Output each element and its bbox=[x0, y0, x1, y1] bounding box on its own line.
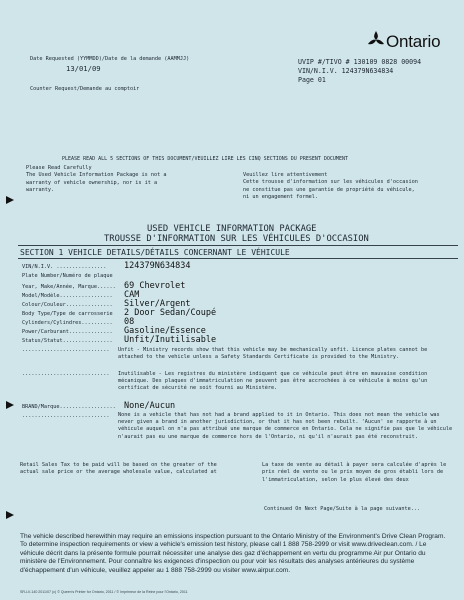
field-label-status: Status/Statut................ bbox=[22, 338, 113, 344]
notice-en-line: warranty of vehicle ownership, nor is it a bbox=[26, 179, 158, 186]
section-divider bbox=[18, 258, 458, 259]
read-all-sections-banner: PLEASE READ ALL 5 SECTIONS OF THIS DOCUMENT/VEUILLEZ LIRE LES CINQ SECTIONS DU PRESENT DOCUMENT bbox=[62, 156, 348, 162]
dotted-leader: ............................ bbox=[22, 413, 110, 419]
unfit-description: Unfit - Ministry records show that this vehicle may be mechanically unfit. Licence plates cannot be attached to the vehicle unless a Safety Standards Certificate is provided to the Ministry. bbox=[118, 347, 428, 361]
dotted-leader: ............................ bbox=[22, 347, 110, 353]
retail-sales-tax-en: Retail Sales Tax to be paid will be based on the greater of the actual sale price or the average wholesale value, calculated at bbox=[20, 462, 217, 476]
field-value-colour: Silver/Argent bbox=[124, 299, 191, 309]
field-label-cylinders: Cylinders/Cylindres.......... bbox=[22, 320, 113, 326]
field-value-power: Gasoline/Essence bbox=[124, 326, 206, 336]
retail-sales-tax-fr: La taxe de vente au détail à payer sera calculée d'après le prix réel de vente ou le prix moyen de gros établi lors de l'immatriculation, selon le plus élevé des deux bbox=[262, 462, 447, 483]
field-value-body-type: 2 Door Sedan/Coupé bbox=[124, 308, 217, 318]
package-title-fr: TROUSSE D'INFORMATION SUR LES VÉHICULES D'OCCASION bbox=[104, 234, 369, 244]
counter-request-label: Counter Request/Demande au comptoir bbox=[30, 86, 140, 92]
date-requested-label: Date Requested (YYMMDD)/Date de la demande (AAMMJJ) bbox=[30, 56, 190, 62]
field-value-vin: 124379N634834 bbox=[124, 261, 191, 271]
notice-en-line: Please Read Carefully bbox=[26, 165, 92, 171]
notice-french bbox=[243, 172, 453, 202]
field-value-status: Unfit/Inutilisable bbox=[124, 335, 217, 345]
field-label-power: Power/Carburant.............. bbox=[22, 329, 113, 335]
notice-en-line: The Used Vehicle Information Package is not a bbox=[26, 172, 167, 179]
notice-fr-line: ne constitue pas une garantie de propriété du véhicule, bbox=[243, 186, 415, 193]
field-label-plate: Plate Number/Numéro de plaque bbox=[22, 273, 113, 279]
field-value-brand: None/Aucun bbox=[124, 401, 176, 411]
trillium-icon bbox=[366, 30, 386, 50]
field-label-body-type: Body Type/Type de carrosserie bbox=[22, 311, 113, 317]
notice-fr-line: Cette trousse d'information sur les véhicules d'occasion bbox=[243, 179, 418, 186]
notice-fr-line: Veuillez lire attentivement bbox=[243, 172, 328, 178]
margin-arrow-icon bbox=[6, 196, 14, 204]
ontario-logo bbox=[366, 30, 462, 56]
section-divider bbox=[18, 245, 458, 246]
brand-description: None is a vehicle that has not had a brand applied to it in Ontario. This does not mean the vehicle was never given a brand in another jurisdiction, or that it has not been rebuilt. 'Aucun' se rapporte à un véhicule auquel on n'a pas attribué une marque de commerce en Ontario. Cela ne signifie pas que le véhicule n'aurait pas eu une marque de commerce hors de l'Ontario, ni qu'il n'aurait pas été reconstruit. bbox=[118, 412, 453, 440]
field-label-vin: VIN/N.I.V. ................ bbox=[22, 264, 107, 270]
notice-english bbox=[26, 165, 196, 195]
package-title-en: USED VEHICLE INFORMATION PACKAGE bbox=[147, 224, 317, 234]
field-value-year-make: 69 Chevrolet bbox=[124, 281, 186, 291]
field-label-brand: BRAND/Marque.................. bbox=[22, 404, 116, 410]
field-label-year-make: Year, Make/Année, Marque...... bbox=[22, 284, 116, 290]
notice-fr-line: ni un engagement formel. bbox=[243, 194, 318, 201]
form-number: SR-LV-140 2011/07 (c) © Queen's Printer for Ontario, 2011 / © Imprimeur de la Reine pour l'Ontario, 2011 bbox=[20, 590, 188, 594]
field-label-model: Model/Modèle................. bbox=[22, 293, 113, 299]
drive-clean-notice: The vehicle described herewithin may require an emissions inspection pursuant to the Ontario Ministry of the Environment's Drive Clean Program. To determine inspection requirements or view a vehicle's emission test history, please call 1 888 758-2999 or visit www.driveclean.com. / Le véhicule décrit dans la présente formule pourrait nécessiter une analyse des gaz d'échappement en vertu du programme Air pur Ontario du ministère de l'Environnement. Pour connaître les exigences d'inspection ou pour voir les résultats des analyses antérieures du système d'échappement d'un véhicule, veuillez appeler au 1 888 758-2999 ou visiter www.airpur.com. bbox=[20, 533, 446, 574]
continued-next-page: Continued On Next Page/Suite à la page suivante... bbox=[264, 506, 421, 512]
date-requested-value: 13/01/09 bbox=[66, 64, 101, 73]
section-1-heading: SECTION 1 VEHICLE DETAILS/DÉTAILS CONCERNANT LE VÉHICULE bbox=[20, 248, 290, 257]
margin-arrow-icon bbox=[6, 401, 14, 409]
notice-en-line: warranty. bbox=[26, 187, 55, 194]
vin-header: VIN/N.I.V. 124379N634834 bbox=[298, 67, 394, 75]
brand-wordmark: Ontario bbox=[386, 32, 441, 51]
dotted-leader: ............................ bbox=[22, 371, 110, 377]
field-value-cylinders: 08 bbox=[124, 317, 135, 327]
inutilisable-description: Inutilisable - Les registres du ministère indiquent que ce véhicule peut être en mauvaise condition mécanique. Des plaques d'immatriculation ne peuvent pas être accrochées à ce véhicule à moins qu'un certificat de sécurité ne soit fourni au Ministère. bbox=[118, 371, 428, 392]
field-value-model: CAM bbox=[124, 290, 140, 300]
field-label-colour: Colour/Couleur............... bbox=[22, 302, 113, 308]
margin-arrow-icon bbox=[6, 511, 14, 519]
page-number: Page 01 bbox=[298, 76, 326, 84]
uvip-number: UVIP #/TIVO # 130109 0828 00094 bbox=[298, 58, 422, 66]
